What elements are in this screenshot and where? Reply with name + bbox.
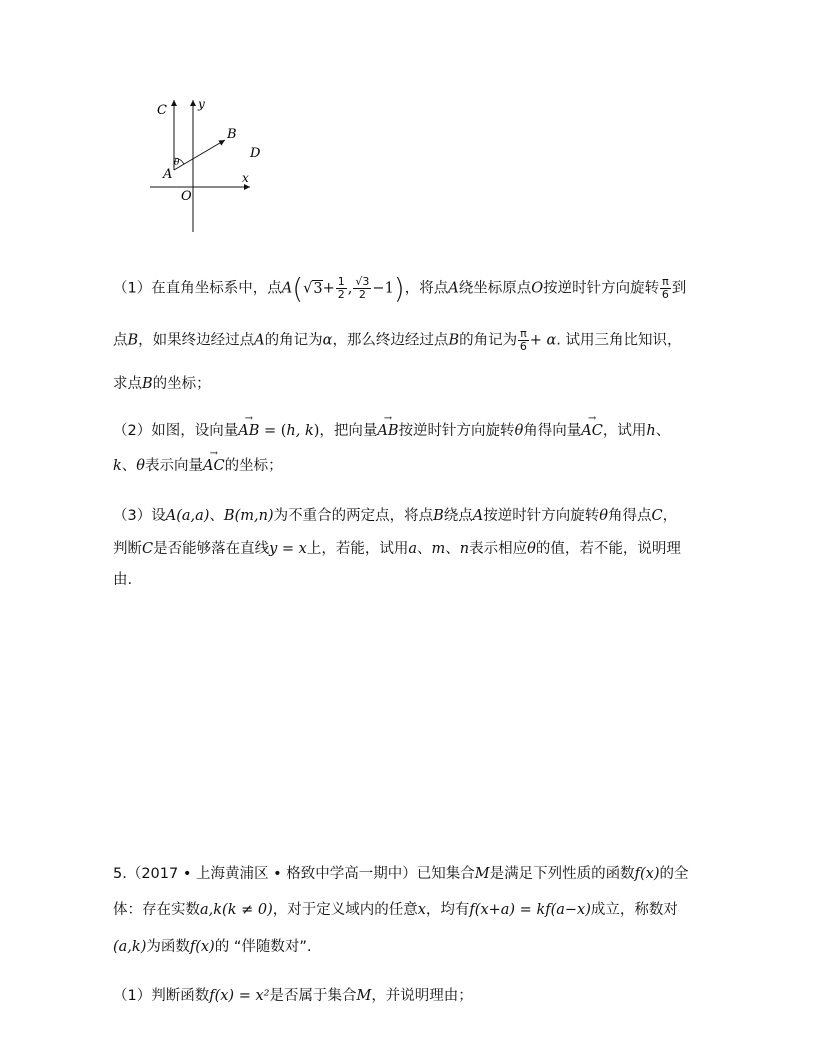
label-b: B [227, 127, 237, 142]
label-x: x [242, 171, 249, 185]
vector-ab [174, 140, 225, 170]
q4-p3-line1: （3）设A(a,a)、B(m,n)为不重合的两定点，将点B绕点A按逆时针方向旋转θ角得点C， [113, 508, 678, 524]
q5-line2: 体：存在实数a,k(k ≠ 0)，对于定义域内的任意x，均有f(x+a) = kf(a−x)成立，称数对 [113, 902, 678, 918]
label-o: O [181, 189, 192, 204]
q4-p3-line2: 判断C是否能够落在直线y = x上，若能，试用a、m、n表示相应θ的值，若不能，说明理 [113, 541, 681, 557]
q4-p2-line1: （2）如图，设向量→ AB = (h, k)，把向量→ AB按逆时针方向旋转θ角得向量→ AC，试用h、 [113, 419, 670, 440]
q4-p2-line2: k、θ表示向量→ AC的坐标； [113, 454, 283, 475]
q4-p3-line3: 由. [113, 572, 133, 588]
coordinate-figure [150, 90, 280, 235]
label-y: y [198, 97, 205, 111]
q5-p1-line: （1）判断函数f(x) = x²是否属于集合M，并说明理由； [113, 988, 473, 1004]
label-d: D [250, 146, 261, 161]
q4-p1-line3: 求点B的坐标； [113, 376, 211, 392]
label-theta: θ [174, 158, 180, 168]
q4-p1-line2: 点B，如果终边经过点A的角记为α，那么终边经过点B的角记为 $\frac{\pi}{6}$ + α. 试用三角比知识， [113, 327, 682, 353]
q5-line1: 5.（2017 • 上海黄浦区 • 格致中学高一期中）已知集合M是满足下列性质的函数f(x)的全 [113, 866, 689, 882]
q4-p1-line1: （1）在直角坐标系中，点A(√3+ $\frac{1}{2}$ , $\frac{√3}{2}$ −1)，将点A绕坐标原点O按逆时针方向旋转 $\frac{\pi}{6}$ 到 [113, 272, 687, 305]
q5-line3: (a,k)为函数f(x)的 “伴随数对”. [113, 939, 312, 955]
label-c: C [157, 103, 167, 118]
label-a: A [163, 167, 173, 182]
